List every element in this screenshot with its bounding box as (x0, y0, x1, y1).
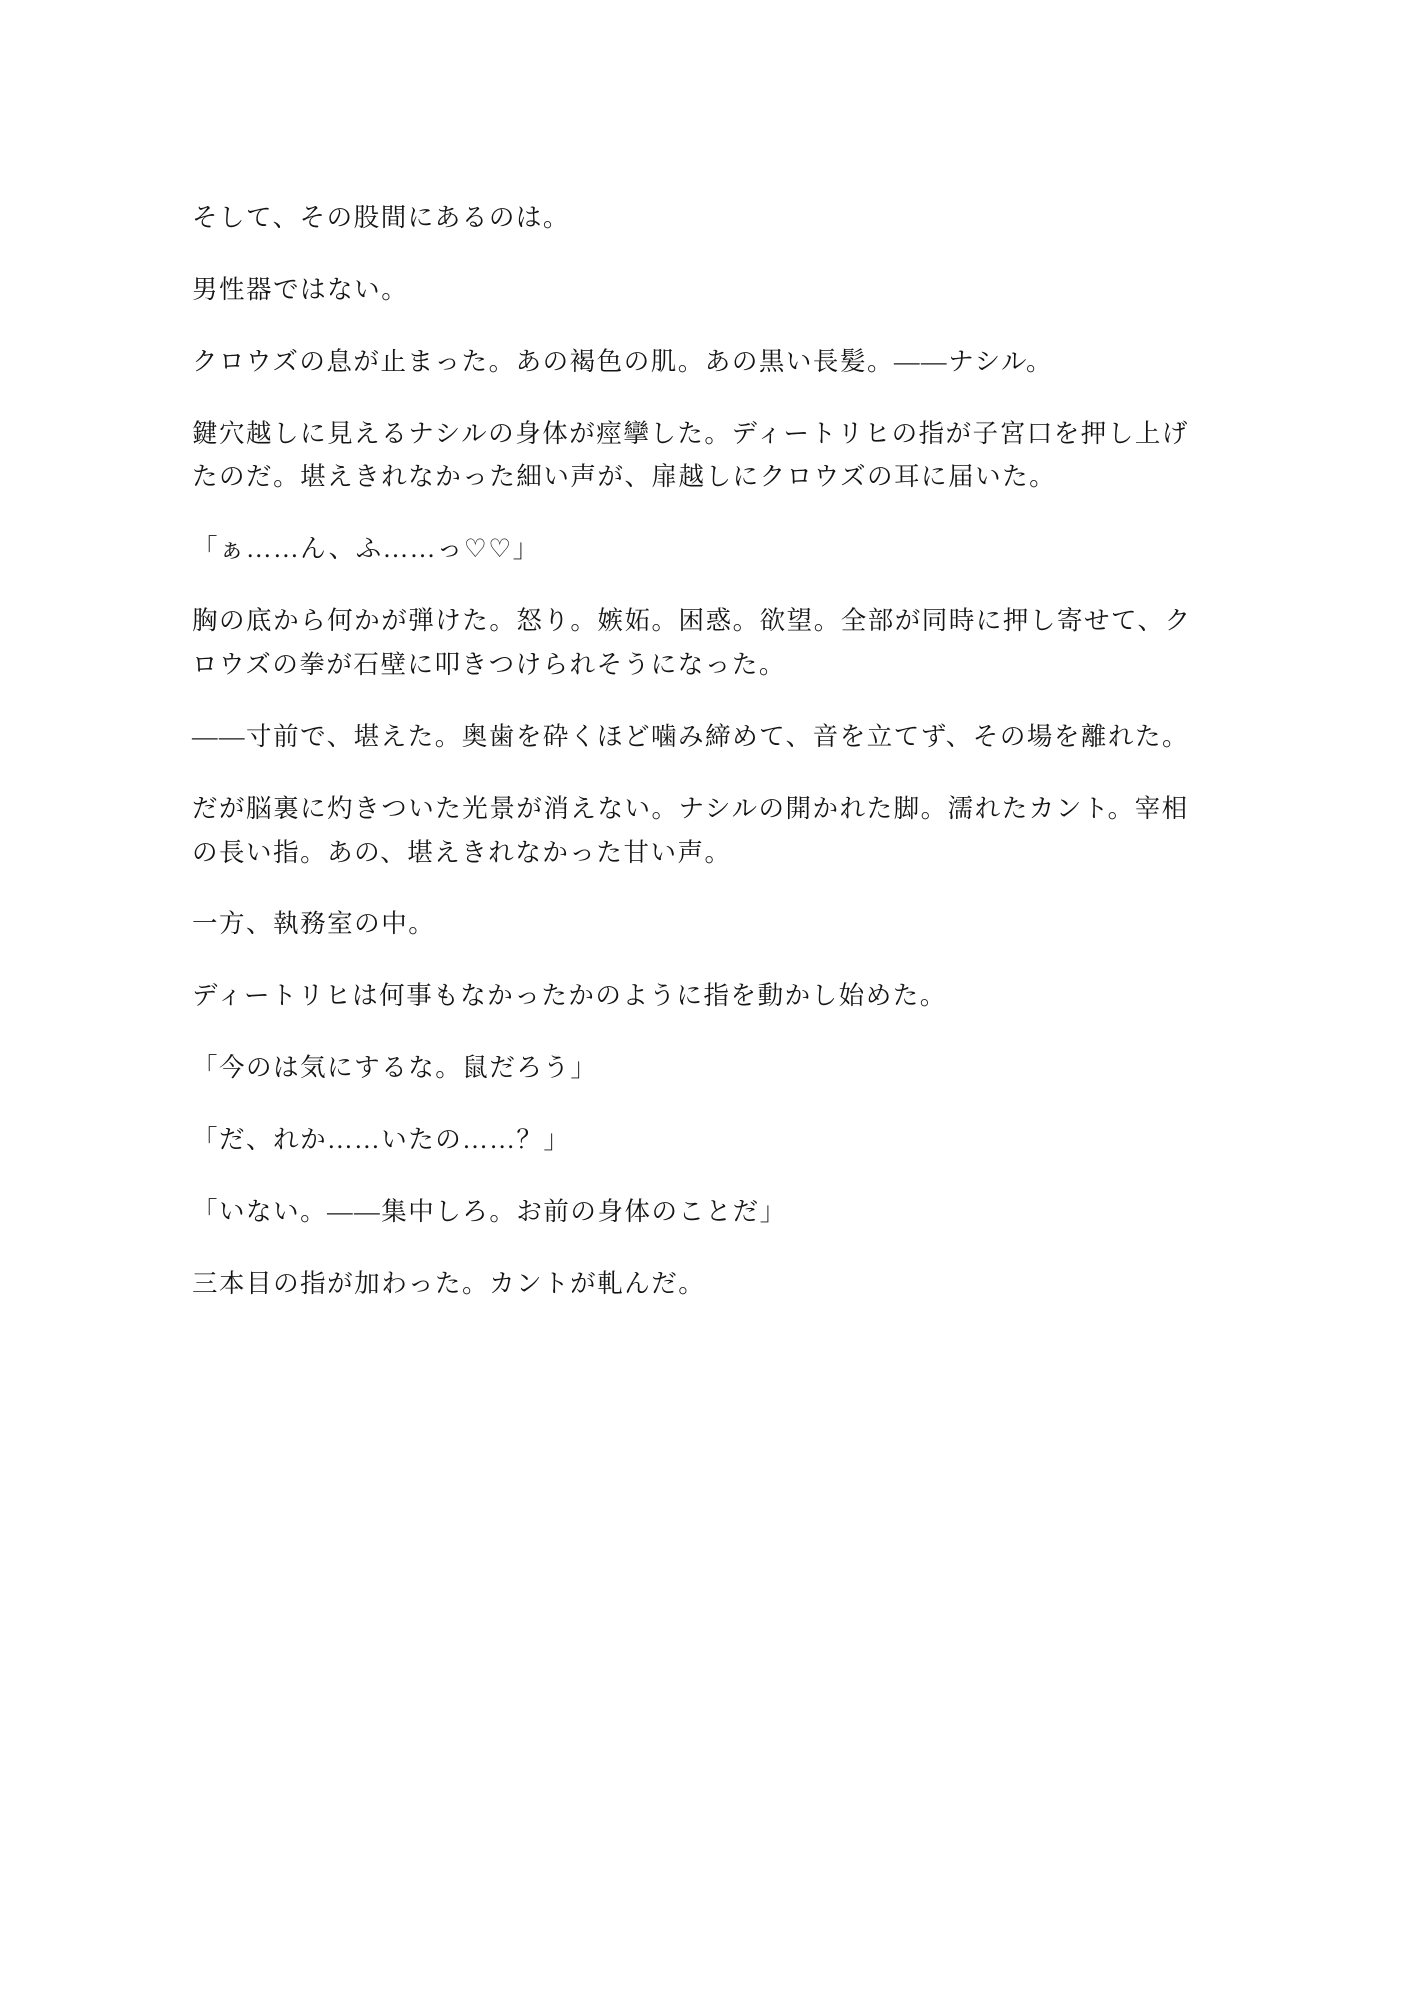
paragraph: 「今のは気にするな。鼠だろう」 (192, 1053, 598, 1083)
paragraph: 胸の底から何かが弾けた。怒り。嫉妬。困惑。欲望。全部が同時に押し寄せて、クロウズの拳が石壁に叩きつけられそうになった。 (192, 606, 1192, 680)
paragraph: だが脳裏に灼きついた光景が消えない。ナシルの開かれた脚。濡れたカント。宰相の長い指。あの、堪えきれなかった甘い声。 (192, 793, 1189, 867)
document-body (192, 196, 1192, 1306)
paragraph: クロウズの息が止まった。あの褐色の肌。あの黒い長髪。——ナシル。 (192, 346, 1054, 376)
paragraph: ディートリヒは何事もなかったかのように指を動かし始めた。 (192, 981, 947, 1011)
paragraph: そして、その股間にあるのは。 (192, 203, 570, 232)
paragraph: 一方、執務室の中。 (192, 909, 436, 939)
paragraph: 三本目の指が加わった。カントが軋んだ。 (192, 1268, 706, 1298)
paragraph: ——寸前で、堪えた。奥歯を砕くほど噛み締めて、音を立てず、その場を離れた。 (192, 721, 1190, 751)
paragraph: 「だ、れか……いたの……？」 (192, 1125, 571, 1155)
paragraph: 男性器ではない。 (192, 274, 409, 304)
paragraph: 鍵穴越しに見えるナシルの身体が痙攣した。ディートリヒの指が子宮口を押し上げたのだ。堪えきれなかった細い声が、扉越しにクロウズの耳に届いた。 (192, 418, 1189, 492)
paragraph: 「ぁ……ん、ふ……っ♡♡」 (192, 534, 540, 564)
paragraph: 「いない。——集中しろ。お前の身体のことだ」 (192, 1196, 787, 1226)
